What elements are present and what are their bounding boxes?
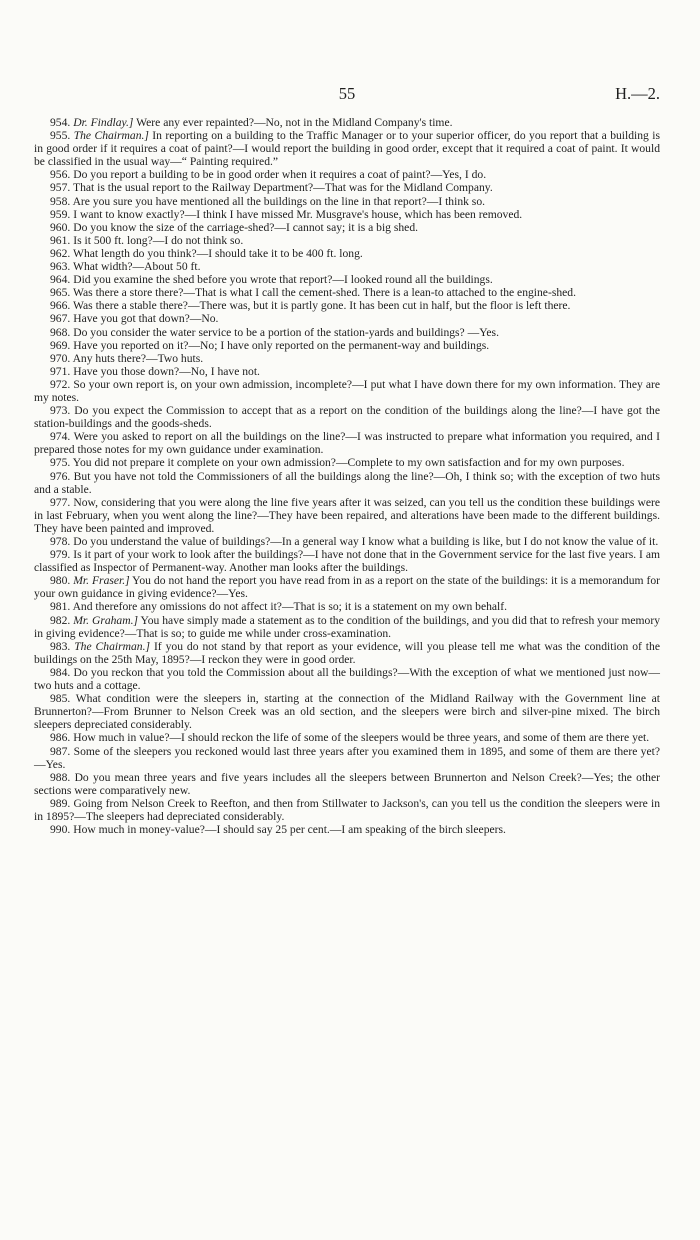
question-number: 985. <box>50 692 71 706</box>
question-paragraph <box>34 339 660 352</box>
question-paragraph <box>34 247 660 260</box>
question-text: You do not hand the report you have read from in as a report on the state of the buildings: it is a memorandum for your own guidance in giving evidence?—Yes. <box>34 574 660 601</box>
question-text: Were you asked to report on all the buildings on the line?—I was instructed to prepare what information you required, and I prepared those notes for my own guidance under examination. <box>34 430 660 457</box>
question-text: You have simply made a statement as to the condition of the buildings, and you did that to refresh your memory in giving evidence?—That is so; to guide me while under cross-examination. <box>34 613 660 640</box>
question-paragraph <box>34 208 660 221</box>
question-paragraph <box>34 116 660 129</box>
speaker-name: Mr. Fraser.] <box>73 574 130 588</box>
question-text: You did not prepare it complete on your own admission?—Complete to my own satisfaction and for my own purposes. <box>72 456 625 470</box>
page-number: 55 <box>338 84 356 103</box>
question-text: Have you got that down?—No. <box>73 312 219 326</box>
page-header <box>34 84 660 104</box>
question-paragraph <box>34 181 660 194</box>
question-number: 965. <box>50 286 71 300</box>
question-number: 988. <box>50 770 71 784</box>
question-paragraph <box>34 195 660 208</box>
question-paragraph <box>34 470 660 496</box>
question-number: 963. <box>50 260 71 274</box>
speaker-name: Dr. Findlay.] <box>73 116 134 129</box>
question-number: 954. <box>50 116 71 129</box>
question-number: 972. <box>50 377 71 391</box>
question-paragraph <box>34 692 660 731</box>
question-text: In reporting on a building to the Traffic Manager or to your superior officer, do you report that a building is in good order if it requires a coat of paint?—I would report the building in good order, except that it required a coat of paint. It would be classified in the usual way—“ Painting required.” <box>34 129 660 169</box>
question-paragraph <box>34 666 660 692</box>
speaker-name: The Chairman.] <box>74 639 150 653</box>
question-text: Do you report a building to be in good order when it requires a coat of paint?—Yes, I do. <box>73 168 487 182</box>
question-paragraph <box>34 312 660 325</box>
question-number: 980. <box>50 574 71 588</box>
question-paragraph <box>34 378 660 404</box>
question-text: Some of the sleepers you reckoned would last three years after you examined them in 1895, and some of them are there yet?—Yes. <box>34 744 660 771</box>
question-paragraph <box>34 129 660 168</box>
question-number: 973. <box>50 404 71 418</box>
question-number: 976. <box>50 469 71 483</box>
question-paragraph <box>34 496 660 535</box>
question-text: Do you expect the Commission to accept that as a report on the condition of the buildings along the line?—I have got the station-buildings and the goods-sheds. <box>34 404 660 431</box>
question-number: 982. <box>50 613 71 627</box>
question-text: Going from Nelson Creek to Reefton, and then from Stillwater to Jackson's, can you tell us the condition the sleepers were in in 1895?—The sleepers had depreciated considerably. <box>34 796 660 823</box>
question-paragraph <box>34 797 660 823</box>
question-number: 975. <box>50 456 71 470</box>
question-text: I want to know exactly?—I think I have missed Mr. Musgrave's house, which has been removed. <box>73 207 523 221</box>
question-number: 983. <box>50 639 71 653</box>
question-number: 990. <box>50 823 71 837</box>
question-number: 970. <box>50 351 71 365</box>
question-number: 989. <box>50 796 71 810</box>
question-number: 969. <box>50 338 71 352</box>
question-text: Do you reckon that you told the Commission about all the buildings?—With the exception of what we mentioned just now—two huts and a cottage. <box>34 665 660 693</box>
question-paragraph <box>34 404 660 430</box>
question-number: 966. <box>50 299 71 313</box>
question-number: 959. <box>50 207 71 221</box>
question-text: Are you sure you have mentioned all the buildings on the line in that report?—I think so. <box>72 194 486 208</box>
question-text: What length do you think?—I should take it to be 400 ft. long. <box>73 246 363 260</box>
question-number: 957. <box>50 181 71 195</box>
question-text: Do you understand the value of buildings?—In a general way I know what a building is like, but I do not know the value of it. <box>73 535 659 548</box>
question-number: 960. <box>50 220 71 234</box>
question-text: How much in value?—I should reckon the life of some of the sleepers would be three years, and some of them are there yet. <box>73 731 650 745</box>
question-text: Now, considering that you were along the line five years after it was seized, can you tell us the condition these buildings were in last February, when you went along the line?—They have been repaired, and alterations have been made to the different buildings. They have been painted and improved. <box>34 495 660 535</box>
question-number: 979. <box>50 548 71 562</box>
question-paragraph <box>34 299 660 312</box>
question-paragraph <box>34 326 660 339</box>
question-number: 974. <box>50 430 71 444</box>
question-text: Was there a store there?—That is what I call the cement-shed. There is a lean-to attached to the engine-shed. <box>73 286 576 300</box>
question-number: 961. <box>50 233 71 247</box>
question-text: But you have not told the Commissioners of all the buildings along the line?—Oh, I think so; with the exception of two huts and a stable. <box>34 469 661 496</box>
question-paragraph <box>34 574 660 600</box>
question-text: Was there a stable there?—There was, but it is partly gone. It has been cut in half, but the floor is left there. <box>73 299 571 313</box>
speaker-name: The Chairman.] <box>73 129 149 143</box>
question-paragraph <box>34 260 660 273</box>
question-text: Do you mean three years and five years includes all the sleepers between Brunnerton and Nelson Creek?—Yes; the other sections were comparatively new. <box>34 770 660 797</box>
question-text: What width?—About 50 ft. <box>73 260 201 274</box>
question-number: 958. <box>50 194 71 208</box>
question-number: 962. <box>50 246 71 260</box>
question-paragraph <box>34 286 660 299</box>
question-paragraph <box>34 234 660 247</box>
question-text: Do you know the size of the carriage-shed?—I cannot say; it is a big shed. <box>73 220 419 234</box>
question-number: 967. <box>50 312 71 326</box>
question-paragraph <box>34 640 660 666</box>
question-number: 956. <box>50 168 71 182</box>
question-number: 955. <box>50 129 71 143</box>
question-paragraph <box>34 614 660 640</box>
question-number: 964. <box>50 273 71 287</box>
question-number: 981. <box>50 600 71 614</box>
question-text: How much in money-value?—I should say 25 per cent.—I am speaking of the birch sleepers. <box>73 823 506 837</box>
question-text: Any huts there?—Two huts. <box>72 351 204 365</box>
question-paragraph <box>34 168 660 181</box>
question-text: Is it part of your work to look after the buildings?—I have not done that in the Government service for the last five years. I am classified as Inspector of Permanent-way. Another man looks after the buildings. <box>34 548 660 575</box>
question-text: And therefore any omissions do not affect it?—That is so; it is a statement on my own behalf. <box>72 600 508 614</box>
question-paragraph <box>34 456 660 469</box>
question-text: Have you reported on it?—No; I have only reported on the permanent-way and buildings. <box>73 338 490 352</box>
question-text: Do you consider the water service to be a portion of the station-yards and buildings? —Yes. <box>73 325 499 339</box>
question-text: If you do not stand by that report as your evidence, will you please tell me what was the condition of the buildings on the 25th May, 1895?—I reckon they were in good order. <box>34 639 660 666</box>
question-paragraph <box>34 365 660 378</box>
question-number: 968. <box>50 325 71 339</box>
question-number: 971. <box>50 364 71 378</box>
question-paragraph <box>34 823 660 836</box>
question-number: 987. <box>50 744 71 758</box>
question-paragraph <box>34 221 660 234</box>
question-number: 984. <box>50 665 71 679</box>
question-text: Is it 500 ft. long?—I do not think so. <box>73 233 244 247</box>
question-text: Were any ever repainted?—No, not in the Midland Company's time. <box>136 116 453 129</box>
question-text: That is the usual report to the Railway Department?—That was for the Midland Company. <box>73 181 493 195</box>
question-text: What condition were the sleepers in, starting at the connection of the Midland Railway with the Government line at Brunnerton?—From Brunner to Nelson Creek was an old section, and the sleepers were birch and silver-pine mixed. The birch sleepers depreciated considerably. <box>34 692 660 732</box>
question-text: Did you examine the shed before you wrote that report?—I looked round all the buildings. <box>73 273 493 287</box>
question-paragraph <box>34 548 660 574</box>
document-reference: H.—2. <box>615 84 660 103</box>
question-paragraph <box>34 731 660 744</box>
question-paragraph <box>34 771 660 797</box>
question-paragraph <box>34 600 660 613</box>
question-number: 977. <box>50 495 71 509</box>
question-paragraph <box>34 273 660 286</box>
question-paragraph <box>34 430 660 456</box>
question-number: 986. <box>50 731 71 745</box>
question-paragraph <box>34 352 660 365</box>
question-paragraph <box>34 535 660 548</box>
document-body <box>34 116 660 836</box>
question-text: So your own report is, on your own admission, incomplete?—I put what I have down there for my own information. They are my notes. <box>34 377 660 404</box>
question-number: 978. <box>50 535 71 548</box>
speaker-name: Mr. Graham.] <box>73 613 139 627</box>
question-text: Have you those down?—No, I have not. <box>73 364 260 378</box>
question-paragraph <box>34 745 660 771</box>
